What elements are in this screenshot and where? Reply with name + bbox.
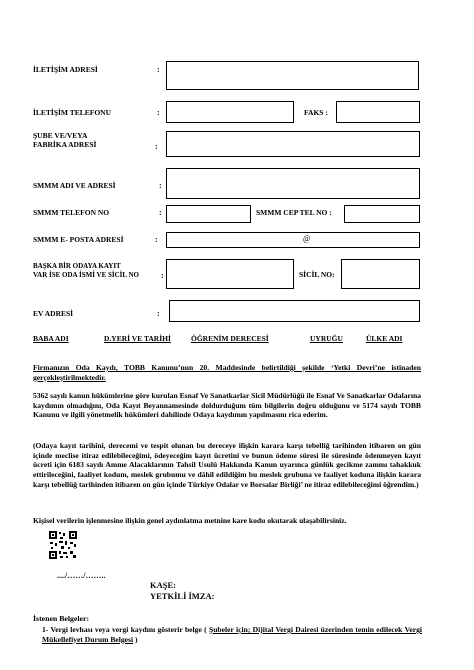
branch-address-label-1: ŞUBE VE/VEYA — [33, 131, 88, 140]
authorized-signature-label: YETKİLİ İMZA: — [150, 591, 215, 601]
branch-address-label-2: FABRİKA ADRESİ — [33, 140, 97, 149]
fax-label: FAKS : — [304, 108, 328, 117]
registry-no-field[interactable] — [341, 259, 420, 289]
fax-field[interactable] — [336, 101, 420, 123]
contact-address-label: İLETİŞİM ADRESİ — [33, 65, 98, 74]
nationality-header: UYRUĞU — [310, 334, 343, 343]
smmm-name-address-label: SMMM ADI VE ADRESİ — [33, 181, 116, 190]
required-doc-item-1-link: Şubeler için; Dijital Vergi Dairesi üzerinden temin edilecek Vergi Mükellefiyet Durum Belgesi — [42, 625, 422, 644]
other-room-label-1: BAŞKA BİR ODAYA KAYIT — [33, 262, 121, 270]
date-placeholder: ..../……/…….. — [57, 571, 106, 580]
smmm-email-label: SMMM E- POSTA ADRESİ — [33, 235, 124, 244]
privacy-note: Kişisel verilerin işlenmesine ilişkin genel aydınlatma metnine kare kodu okutarak ulaşabilirsiniz. — [33, 516, 347, 525]
colon: : — [157, 108, 160, 117]
country-name-header: ÜLKE ADI — [366, 334, 403, 343]
education-header: ÖĞRENİM DERECESİ — [191, 334, 269, 343]
birth-place-date-header: D.YERİ VE TARİHİ — [104, 334, 171, 343]
branch-address-field[interactable] — [166, 131, 420, 157]
stamp-label: KAŞE: — [150, 580, 176, 590]
contact-address-field[interactable] — [166, 61, 419, 90]
colon: : — [159, 208, 162, 217]
colon: : — [159, 181, 162, 190]
smmm-mobile-label: SMMM CEP TEL NO : — [256, 208, 332, 217]
colon: : — [155, 142, 158, 151]
other-room-label-2: VAR İSE ODA İSMİ VE SİCİL NO — [33, 271, 139, 279]
colon: : — [155, 235, 158, 244]
smmm-email-field[interactable] — [166, 232, 420, 248]
colon: : — [157, 309, 160, 318]
registry-no-label: SİCİL NO: — [299, 270, 335, 279]
smmm-phone-field[interactable] — [166, 205, 251, 223]
contact-phone-label: İLETİŞİM TELEFONU — [33, 108, 112, 117]
father-name-header: BABA ADI — [33, 334, 69, 343]
qr-code-icon[interactable] — [49, 531, 77, 559]
required-doc-item-1 — [42, 625, 422, 644]
contact-phone-field[interactable] — [166, 101, 294, 123]
other-room-field[interactable] — [166, 259, 294, 289]
smmm-mobile-field[interactable] — [344, 205, 420, 223]
colon: : — [161, 271, 164, 280]
required-doc-item-1-prefix: 1- Vergi levhası veya vergi kaydını gösterir belge ( — [42, 625, 209, 634]
transfer-note: Firmanızın Oda Kaydı, TOBB Kanunu’nun 20. Maddesinde belirtildiği şekilde ‘Yetki Devri’ne istinaden gerçekleştirilmektedir. — [33, 363, 421, 382]
required-docs-title: İstenen Belgeler: — [33, 614, 90, 623]
required-doc-item-1-suffix: ) — [133, 634, 138, 644]
email-at-sign: @ — [303, 234, 311, 243]
objection-note: (Odaya kayıt tarihini, derecemi ve tespit olunan bu dereceye ilişkin karara karşı tebelliğ tarihinden itibaren on gün içinde meclise itiraz edilebileceğimi, ödeyeceğim kayıt ücretini ve bunun ödeme süresi ile süresinde ödenmeyen kayıt ücreti için 6183 sayılı Amme Alacaklarının Tahsil Usulü Hakkında Kanun uyarınca günlük gecikme zammı tahakkuk ettirileceğini, faaliyet kodum, meslek grubumu ve dâhil edildiğim bu meslek grubuna ve faaliyet koduna ilişkin karara karşı tebellüğ tarihinden itibaren on gün içinde Türkiye Odalar ve Borsalar Birliği’ ne itiraz edilebileceğimi öğrendim.) — [33, 441, 421, 489]
smmm-name-address-field[interactable] — [166, 168, 420, 199]
law-5362-statement: 5362 sayılı kanun hükümlerine göre kurulan Esnaf Ve Sanatkarlar Sicil Müdürlüğü ile Esnaf Ve Sanatkarlar Odalarına kaydımın olmadığını, Oda Kayıt Beyannamesinde doldurduğum tüm bilgilerin doğru olduğunu ve 5174 sayılı TOBB Kanunu ve ilgili yönetmelik hükümleri dahilinde Odaya kaydımın yapılmasını rica ederim. — [33, 391, 421, 420]
colon: : — [157, 65, 160, 74]
home-address-label: EV ADRESİ — [33, 309, 74, 318]
smmm-phone-label: SMMM TELEFON NO — [33, 208, 110, 217]
home-address-field[interactable] — [169, 300, 420, 322]
